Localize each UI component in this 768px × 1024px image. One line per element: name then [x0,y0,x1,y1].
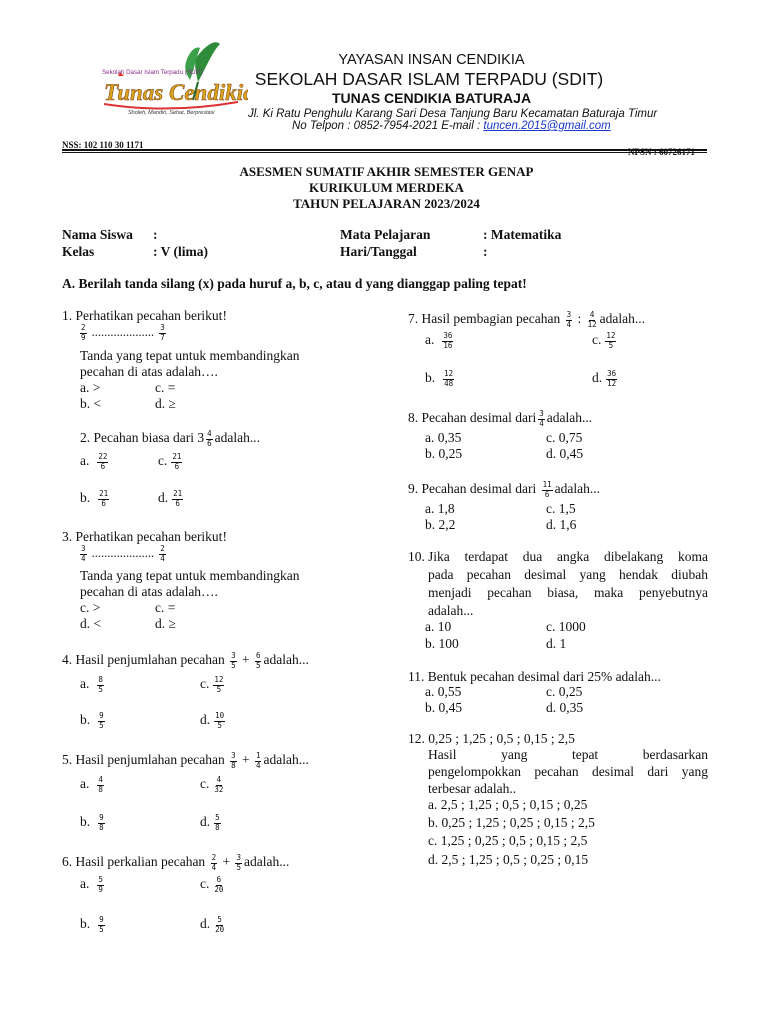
school-contact [292,120,611,132]
logo-tagline: Sholeh, Mandiri, Sehat, Berprestasi [128,110,215,116]
q10-line4: adalah... [428,603,474,618]
q1-line4: pecahan di atas adalah…. [80,364,218,379]
q6-option-d[interactable]: d. $\frac{5}{20}$ [200,915,225,934]
q11-option-c[interactable]: c. 0,25 [546,684,583,699]
q5-option-c[interactable]: c. $\frac{4}{32}$ [200,775,224,794]
q10-option-b[interactable]: b. 100 [425,636,459,651]
q2-option-a[interactable]: a. $\frac{22}{6}$ [80,452,108,471]
header-rule-thick [62,149,707,151]
q12-line3: pengelompokkan pecahan desimal dari yang [428,764,708,779]
school-name: SEKOLAH DASAR ISLAM TERPADU (SDIT) [254,69,604,89]
q10-line2: pada pecahan desimal yang hendak diubah [428,567,708,582]
q8-option-d[interactable]: d. 0,45 [546,446,584,461]
npsn-number: NPSN : 60726171 [628,147,695,157]
q3-option-d-ge[interactable]: d. ≥ [155,616,176,631]
q3-fraction-2: $\frac{2}{4}$ [160,544,165,563]
q10-option-d[interactable]: d. 1 [546,636,567,651]
q5-option-a[interactable]: a. $\frac{4}{8}$ [80,775,103,794]
q7-option-a[interactable]: a. $\frac{36}{16}$ [425,331,453,350]
phone-text: No Telpon : 0852-7954-2021 E-mail : [292,120,484,132]
q2-option-b[interactable]: b. $\frac{21}{6}$ [80,489,109,508]
q4-option-d[interactable]: d. $\frac{10}{5}$ [200,711,225,730]
q1-fraction-2: $\frac{3}{7}$ [160,323,165,342]
q11-text: 11. Bentuk pecahan desimal dari 25% adalah... [408,669,661,684]
q5-option-b[interactable]: b. $\frac{9}{8}$ [80,813,104,832]
exam-title: ASESMEN SUMATIF AKHIR SEMESTER GENAP [239,164,534,179]
q12-option-d[interactable]: d. 2,5 ; 1,25 ; 0,5 ; 0,25 ; 0,15 [428,852,589,867]
nss-number: NSS: 102 110 30 1171 [62,140,144,150]
q2-option-c[interactable]: c. $\frac{21}{6}$ [158,452,182,471]
student-name-value: : [153,227,158,242]
email-link[interactable]: tuncen.2015@gmail.com [483,120,611,132]
section-instruction: A. Berilah tanda silang (x) pada huruf a, b, c, atau d yang dianggap paling tepat! [62,276,527,291]
q11-option-d[interactable]: d. 0,35 [546,700,584,715]
q6-option-b[interactable]: b. $\frac{9}{5}$ [80,915,104,934]
subject-label: Mata Pelajaran [340,227,431,242]
q4-option-c[interactable]: c. $\frac{12}{5}$ [200,675,224,694]
q3-option-c-eq[interactable]: c. = [155,600,176,615]
q4-option-b[interactable]: b. $\frac{9}{5}$ [80,711,104,730]
q1-line3: Tanda yang tepat untuk membandingkan [80,348,300,363]
q11-option-a[interactable]: a. 0,55 [425,684,462,699]
q10-number: 10. [408,549,425,564]
q2-text: 2. Pecahan biasa dari 3 $\frac{4}{6}$ adalah... [80,429,260,448]
q12-option-b[interactable]: b. 0,25 ; 1,25 ; 0,25 ; 0,15 ; 2,5 [428,815,595,830]
class-value: : V (lima) [153,244,208,259]
header-rule-thin [62,152,707,153]
q8-option-a[interactable]: a. 0,35 [425,430,462,445]
q3-option-d-lt[interactable]: d. < [80,616,102,631]
q3-fraction-1: $\frac{3}{4}$ [81,544,86,563]
q10-option-c[interactable]: c. 1000 [546,619,586,634]
q3-line4: pecahan di atas adalah…. [80,584,218,599]
foundation-name: YAYASAN INSAN CENDIKIA [338,52,525,68]
q3-option-c-gt[interactable]: c. > [80,600,101,615]
q10-option-a[interactable]: a. 10 [425,619,452,634]
q3-fraction-line: $\frac{3}{4}$ .................... $\frac{2}{4}$ [81,544,165,563]
q12-line4: terbesar adalah.. [428,781,517,796]
day-value: : [483,244,488,259]
q7-text: 7. Hasil pembagian pecahan $\frac{3}{4}$ : $\frac{4}{12}$ adalah... [408,310,645,329]
day-label: Hari/Tanggal [340,244,417,259]
q9-text: 9. Pecahan desimal dari $\frac{11}{6}$ adalah... [408,480,600,499]
q7-option-d[interactable]: d. $\frac{36}{12}$ [592,369,617,388]
q12-line2: Hasil yang tepat berdasarkan [428,747,708,762]
q2-fraction: $\frac{4}{6}$ [207,429,212,448]
q3-line3: Tanda yang tepat untuk membandingkan [80,568,300,583]
q1-fraction-line: $\frac{2}{9}$ .................... $\frac{3}{7}$ [81,323,165,342]
q1-option-a[interactable]: a. > [80,380,101,395]
q12-option-a[interactable]: a. 2,5 ; 1,25 ; 0,5 ; 0,15 ; 0,25 [428,797,588,812]
q3-text: 3. Perhatikan pecahan berikut! [62,529,227,544]
q8-option-b[interactable]: b. 0,25 [425,446,463,461]
class-label: Kelas [62,244,95,259]
q9-option-d[interactable]: d. 1,6 [546,517,577,532]
q7-option-c[interactable]: c. $\frac{12}{5}$ [592,331,616,350]
exam-curriculum: KURIKULUM MERDEKA [309,180,464,195]
school-branch: TUNAS CENDIKIA BATURAJA [331,90,532,106]
q5-option-d[interactable]: d. $\frac{5}{8}$ [200,813,220,832]
q9-option-b[interactable]: b. 2,2 [425,517,456,532]
q1-fraction-1: $\frac{2}{9}$ [81,323,86,342]
q5-text: 5. Hasil penjumlahan pecahan $\frac{3}{8}$ + $\frac{1}{4}$ adalah... [62,751,309,770]
q12-text: 12. 0,25 ; 1,25 ; 0,5 ; 0,15 ; 2,5 [408,731,575,746]
school-address: Jl. Ki Ratu Penghulu Karang Sari Desa Tanjung Baru Kecamatan Baturaja Timur [248,108,658,120]
q9-option-c[interactable]: c. 1,5 [546,501,576,516]
q10-line1: Jika terdapat dua angka dibelakang koma [428,549,708,564]
q8-option-c[interactable]: c. 0,75 [546,430,583,445]
q6-text: 6. Hasil perkalian pecahan $\frac{2}{4}$ + $\frac{3}{5}$ adalah... [62,853,290,872]
q7-option-b[interactable]: b. $\frac{12}{48}$ [425,369,454,388]
q4-option-a[interactable]: a. $\frac{8}{5}$ [80,675,103,694]
q11-option-b[interactable]: b. 0,45 [425,700,463,715]
q9-option-a[interactable]: a. 1,8 [425,501,455,516]
logo-small-text: Sekolah Dasar Islam Terpadu (SDIT) [102,69,203,76]
logo-name: Tunas Cendikia [104,80,248,105]
q6-option-a[interactable]: a. $\frac{5}{9}$ [80,875,103,894]
q12-option-c[interactable]: c. 1,25 ; 0,25 ; 0,5 ; 0,15 ; 2,5 [428,833,588,848]
q10-line3: menjadi pecahan biasa, maka penyebutnya [428,585,708,600]
q1-text: 1. Perhatikan pecahan berikut! [62,308,227,323]
q4-text: 4. Hasil penjumlahan pecahan $\frac{3}{5}$ + $\frac{6}{5}$ adalah... [62,651,309,670]
subject-value: : Matematika [483,227,562,242]
q1-option-b[interactable]: b. < [80,396,102,411]
student-name-label: Nama Siswa [62,227,133,242]
q2-option-d[interactable]: d. $\frac{21}{6}$ [158,489,183,508]
exam-year: TAHUN PELAJARAN 2023/2024 [293,196,480,211]
q8-text: 8. Pecahan desimal dari $\frac{3}{4}$ adalah... [408,409,593,428]
q6-option-c[interactable]: c. $\frac{6}{20}$ [200,875,224,894]
q1-option-c[interactable]: c. = [155,380,176,395]
q1-option-d[interactable]: d. ≥ [155,396,176,411]
